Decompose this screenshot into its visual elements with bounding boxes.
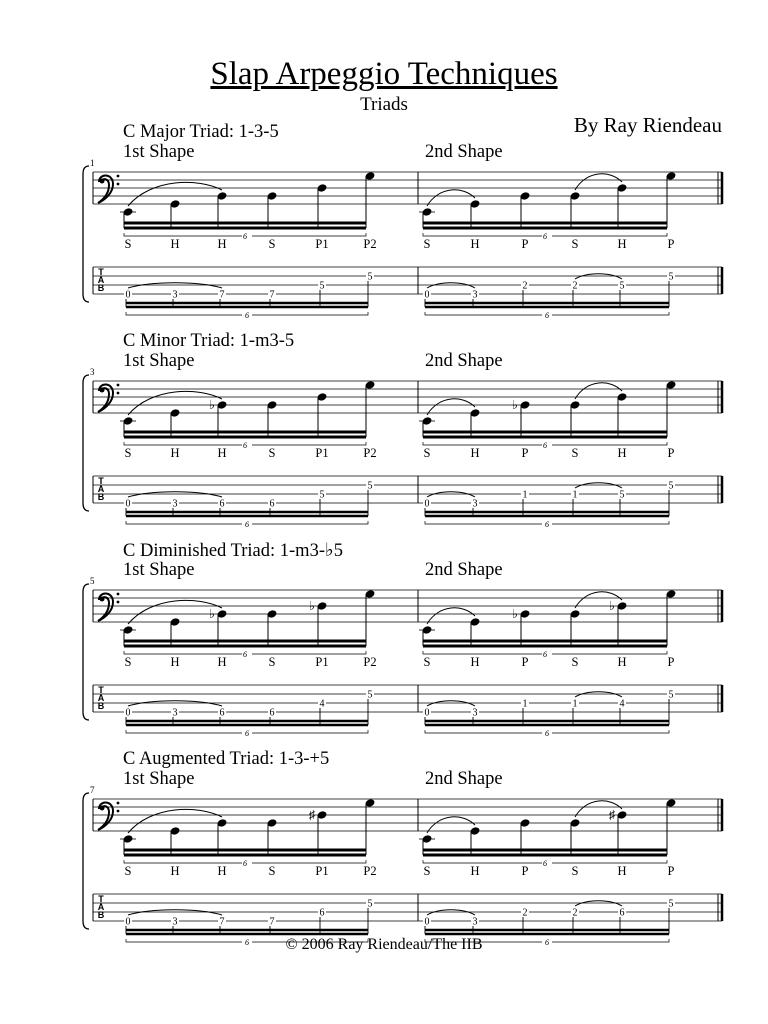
fret-number: 1 <box>522 489 528 501</box>
system-bracket <box>83 166 89 302</box>
fret-number: 5 <box>668 480 674 492</box>
system-bracket <box>83 584 89 720</box>
stroke-label: S <box>268 446 276 460</box>
tab-clef-letter: T <box>98 476 104 486</box>
fret-number: 6 <box>619 907 625 919</box>
stroke-label: H <box>217 655 227 669</box>
bass-clef-dot <box>117 810 120 813</box>
bass-clef-dot <box>117 601 120 604</box>
fret-number: 2 <box>522 280 528 292</box>
fret-number: 0 <box>125 498 131 510</box>
tab-tuplet-number: 6 <box>545 311 549 320</box>
copyright-footer: © 2006 Ray Riendeau/The IIB <box>285 936 483 953</box>
tab-tuplet-number: 6 <box>245 938 249 947</box>
tab-clef-letter: T <box>98 685 104 695</box>
accidental: ♭ <box>309 599 315 613</box>
tab-tuplet-number: 6 <box>545 729 549 738</box>
bass-clef-icon <box>100 179 105 184</box>
fret-number: 3 <box>172 498 178 510</box>
fret-number: 0 <box>424 289 430 301</box>
fret-number: 3 <box>172 916 178 928</box>
slur <box>575 383 622 399</box>
bass-clef-dot <box>117 175 120 178</box>
tab-clef-letter: B <box>97 492 105 502</box>
stroke-label: S <box>124 655 132 669</box>
stroke-label: S <box>268 237 276 251</box>
stroke-label: S <box>423 446 431 460</box>
tuplet-number: 6 <box>543 859 547 868</box>
stroke-label: P <box>521 237 529 251</box>
stroke-label: H <box>617 237 627 251</box>
fret-number: 1 <box>572 489 578 501</box>
stroke-label: P1 <box>315 237 329 251</box>
stroke-label: S <box>124 446 132 460</box>
fret-number: 2 <box>572 280 578 292</box>
tab-tuplet-number: 6 <box>545 938 549 947</box>
fret-number: 0 <box>125 916 131 928</box>
stroke-label: P2 <box>363 446 377 460</box>
stroke-label: S <box>571 655 579 669</box>
accidental: ♭ <box>209 607 215 621</box>
fret-number: 7 <box>219 289 225 301</box>
author-credit: By Ray Riendeau <box>573 113 722 137</box>
fret-number: 5 <box>619 489 625 501</box>
stroke-label: S <box>423 237 431 251</box>
bass-clef-icon <box>100 806 105 811</box>
fret-number: 6 <box>269 498 275 510</box>
fret-number: 0 <box>125 289 131 301</box>
tab-clef-letter: A <box>97 693 105 703</box>
fret-number: 5 <box>319 489 325 501</box>
measure-number: 7 <box>90 785 95 795</box>
stroke-label: H <box>617 864 627 878</box>
bass-clef-icon <box>100 597 105 602</box>
fret-number: 5 <box>668 271 674 283</box>
fret-number: 3 <box>472 916 478 928</box>
fret-number: 5 <box>668 898 674 910</box>
shape-label: 2nd Shape <box>425 142 503 162</box>
fret-number: 6 <box>219 707 225 719</box>
accidental: ♯ <box>308 808 316 822</box>
shape-label: 2nd Shape <box>425 351 503 371</box>
bass-clef-icon <box>100 388 105 393</box>
fret-number: 2 <box>572 907 578 919</box>
tuplet-number: 6 <box>243 232 247 241</box>
stroke-label: S <box>423 864 431 878</box>
fret-number: 1 <box>572 698 578 710</box>
fret-number: 7 <box>269 916 275 928</box>
tab-tuplet-number: 6 <box>245 729 249 738</box>
stroke-label: P2 <box>363 237 377 251</box>
stroke-label: S <box>571 864 579 878</box>
page-title: Slap Arpeggio Techniques <box>210 56 558 92</box>
bass-clef-dot <box>117 802 120 805</box>
slur <box>427 817 475 833</box>
fret-number: 0 <box>125 707 131 719</box>
fret-number: 5 <box>668 689 674 701</box>
tuplet-number: 6 <box>243 441 247 450</box>
stroke-label: H <box>217 446 227 460</box>
tab-tuplet-number: 6 <box>245 520 249 529</box>
stroke-label: H <box>470 864 480 878</box>
tab-clef-letter: T <box>98 894 104 904</box>
tuplet-number: 6 <box>543 232 547 241</box>
bass-clef-dot <box>117 593 120 596</box>
bass-clef-dot <box>117 183 120 186</box>
slur <box>427 399 475 415</box>
stroke-label: P1 <box>315 864 329 878</box>
tab-clef-letter: B <box>97 701 105 711</box>
fret-number: 7 <box>269 289 275 301</box>
fret-number: 5 <box>367 480 373 492</box>
tab-clef-letter: A <box>97 484 105 494</box>
stroke-label: S <box>268 864 276 878</box>
stroke-label: S <box>571 237 579 251</box>
section-title: C Diminished Triad: 1-m3-♭5 <box>123 541 343 561</box>
stroke-label: S <box>124 237 132 251</box>
fret-number: 1 <box>522 698 528 710</box>
section-title: C Augmented Triad: 1-3-+5 <box>123 749 330 769</box>
shape-label: 2nd Shape <box>425 769 503 789</box>
tuplet-number: 6 <box>543 441 547 450</box>
stroke-label: H <box>170 864 180 878</box>
fret-number: 3 <box>472 498 478 510</box>
tab-tuplet-number: 6 <box>245 311 249 320</box>
tab-clef-letter: B <box>97 910 105 920</box>
stroke-label: H <box>170 446 180 460</box>
stroke-label: H <box>170 237 180 251</box>
stroke-label: P <box>667 655 675 669</box>
tuplet-number: 6 <box>243 650 247 659</box>
shape-label: 1st Shape <box>123 769 195 789</box>
accidental: ♭ <box>209 398 215 412</box>
fret-number: 5 <box>619 280 625 292</box>
fret-number: 3 <box>472 707 478 719</box>
slur <box>575 174 622 190</box>
system-bracket <box>83 375 89 511</box>
fret-number: 3 <box>172 289 178 301</box>
fret-number: 2 <box>522 907 528 919</box>
shape-label: 1st Shape <box>123 560 195 580</box>
accidental: ♭ <box>512 607 518 621</box>
fret-number: 4 <box>319 698 325 710</box>
shape-label: 1st Shape <box>123 351 195 371</box>
accidental: ♭ <box>609 599 615 613</box>
stroke-label: P <box>521 655 529 669</box>
fret-number: 5 <box>367 271 373 283</box>
stroke-label: S <box>423 655 431 669</box>
stroke-label: H <box>470 655 480 669</box>
fret-number: 6 <box>269 707 275 719</box>
stroke-label: P <box>521 864 529 878</box>
stroke-label: P <box>667 446 675 460</box>
fret-number: 0 <box>424 498 430 510</box>
accidental: ♯ <box>608 808 616 822</box>
fret-number: 0 <box>424 707 430 719</box>
tab-clef-letter: T <box>98 267 104 277</box>
fret-number: 3 <box>172 707 178 719</box>
fret-number: 3 <box>472 289 478 301</box>
stroke-label: H <box>470 446 480 460</box>
stroke-label: P <box>667 237 675 251</box>
bass-clef-dot <box>117 384 120 387</box>
tab-clef-letter: B <box>97 283 105 293</box>
fret-number: 6 <box>319 907 325 919</box>
tab-clef-letter: A <box>97 275 105 285</box>
stroke-label: P <box>667 864 675 878</box>
fret-number: 0 <box>424 916 430 928</box>
stroke-label: H <box>170 655 180 669</box>
stroke-label: H <box>470 237 480 251</box>
accidental: ♭ <box>512 398 518 412</box>
stroke-label: H <box>617 446 627 460</box>
shape-label: 2nd Shape <box>425 560 503 580</box>
stroke-label: P <box>521 446 529 460</box>
fret-number: 5 <box>367 898 373 910</box>
slur <box>427 608 475 624</box>
fret-number: 5 <box>367 689 373 701</box>
section-title: C Minor Triad: 1-m3-5 <box>123 331 295 351</box>
stroke-label: S <box>571 446 579 460</box>
stroke-label: P2 <box>363 864 377 878</box>
fret-number: 5 <box>319 280 325 292</box>
measure-number: 3 <box>90 367 95 377</box>
bass-clef-dot <box>117 392 120 395</box>
stroke-label: H <box>217 237 227 251</box>
fret-number: 7 <box>219 916 225 928</box>
stroke-label: S <box>268 655 276 669</box>
measure-number: 5 <box>90 576 95 586</box>
tuplet-number: 6 <box>543 650 547 659</box>
fret-number: 6 <box>219 498 225 510</box>
measure-number: 1 <box>90 158 95 168</box>
tab-tuplet-number: 6 <box>545 520 549 529</box>
slur <box>427 190 475 206</box>
tab-clef-letter: A <box>97 902 105 912</box>
stroke-label: P2 <box>363 655 377 669</box>
shape-label: 1st Shape <box>123 142 195 162</box>
tuplet-number: 6 <box>243 859 247 868</box>
stroke-label: P1 <box>315 655 329 669</box>
page-subtitle: Triads <box>360 94 408 115</box>
stroke-label: P1 <box>315 446 329 460</box>
section-title: C Major Triad: 1-3-5 <box>123 122 279 142</box>
stroke-label: H <box>617 655 627 669</box>
stroke-label: S <box>124 864 132 878</box>
system-bracket <box>83 793 89 929</box>
stroke-label: H <box>217 864 227 878</box>
fret-number: 4 <box>619 698 625 710</box>
